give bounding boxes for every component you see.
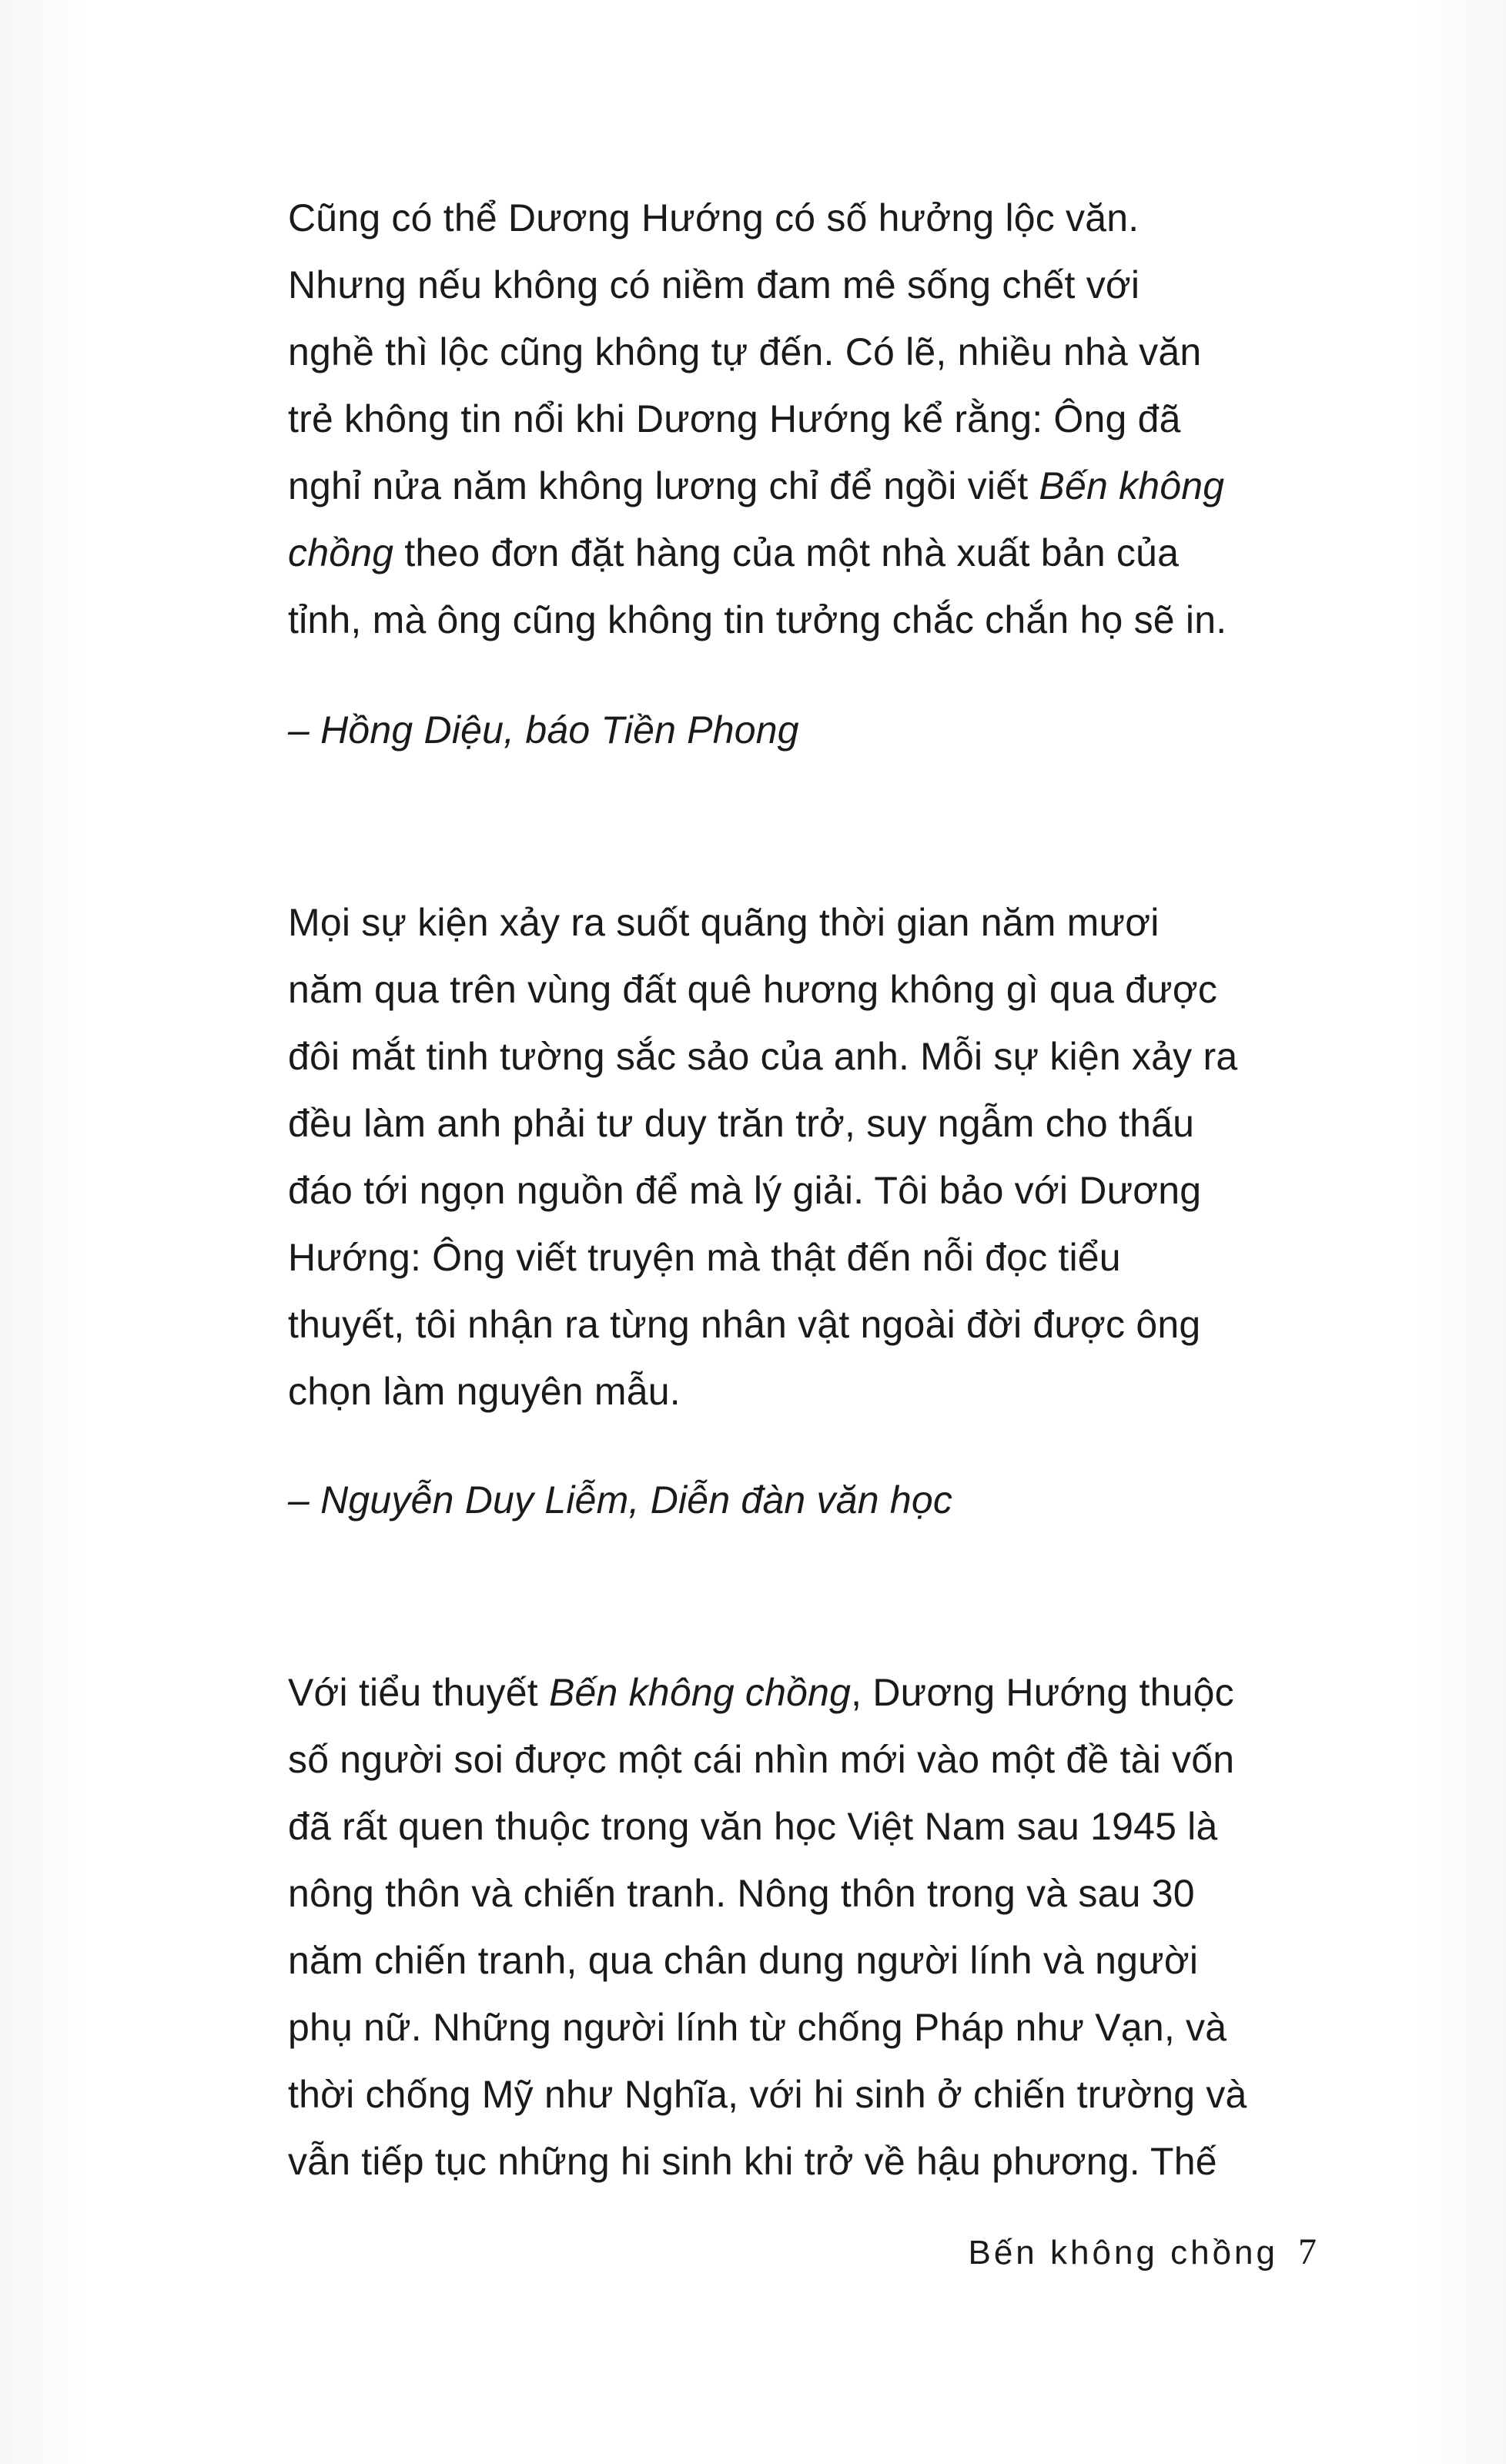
quote-block-1 — [288, 185, 1335, 654]
page-footer — [968, 2225, 1317, 2279]
text-line: Mọi sự kiện xảy ra suốt quãng thời gian năm mươi — [288, 901, 1160, 944]
text-line: tỉnh, mà ông cũng không tin tưởng chắc chắn họ sẽ in. — [288, 598, 1227, 641]
text-line: đáo tới ngọn nguồn để mà lý giải. Tôi bảo với Dương — [288, 1169, 1202, 1212]
text-line: thời chống Mỹ như Nghĩa, với hi sinh ở chiến trường và — [288, 2073, 1247, 2116]
text-line — [288, 520, 1335, 587]
text-fragment: , Dương Hướng thuộc — [851, 1671, 1234, 1714]
text-line — [288, 453, 1335, 520]
attribution-text: – Nguyễn Duy Liễm, Diễn đàn văn học — [288, 1478, 953, 1522]
attribution-text: – Hồng Diệu, báo Tiền Phong — [288, 708, 799, 752]
text-line: đôi mắt tinh tường sắc sảo của anh. Mỗi sự kiện xảy ra — [288, 1035, 1238, 1078]
text-line: nông thôn và chiến tranh. Nông thôn trong và sau 30 — [288, 1872, 1195, 1915]
book-title-italic: Bến không chồng — [548, 1671, 852, 1714]
attribution-1 — [288, 697, 1335, 764]
quote-block-3 — [288, 1659, 1335, 2195]
text-fragment: theo đơn đặt hàng của một nhà xuất bản của — [393, 531, 1180, 574]
text-line: Cũng có thể Dương Hướng có số hưởng lộc văn. — [288, 196, 1140, 239]
page-number: 7 — [1298, 2231, 1317, 2272]
text-line: thuyết, tôi nhận ra từng nhân vật ngoài đời được ông — [288, 1303, 1201, 1346]
text-line: năm qua trên vùng đất quê hương không gì qua được — [288, 968, 1218, 1011]
quote-block-2 — [288, 889, 1335, 1425]
text-line: nghề thì lộc cũng không tự đến. Có lẽ, nhiều nhà văn — [288, 330, 1202, 373]
text-line: Nhưng nếu không có niềm đam mê sống chết với — [288, 263, 1140, 306]
text-line: đã rất quen thuộc trong văn học Việt Nam sau 1945 là — [288, 1805, 1218, 1848]
text-line: năm chiến tranh, qua chân dung người lính và người — [288, 1939, 1199, 1982]
running-book-title: Bến không chồng — [968, 2234, 1278, 2272]
text-line — [288, 1659, 1335, 1726]
text-line: phụ nữ. Những người lính từ chống Pháp như Vạn, và — [288, 2006, 1227, 2049]
text-line: vẫn tiếp tục những hi sinh khi trở về hậu phương. Thế — [288, 2140, 1217, 2183]
attribution-2 — [288, 1467, 1335, 1534]
text-line: trẻ không tin nổi khi Dương Hướng kể rằng: Ông đã — [288, 397, 1181, 440]
text-line: số người soi được một cái nhìn mới vào một đề tài vốn — [288, 1738, 1235, 1781]
text-line: Hướng: Ông viết truyện mà thật đến nỗi đọc tiểu — [288, 1236, 1121, 1279]
book-title-italic: chồng — [288, 531, 394, 574]
text-fragment: nghỉ nửa năm không lương chỉ để ngồi viết — [288, 464, 1039, 507]
text-line: đều làm anh phải tư duy trăn trở, suy ngẫm cho thấu — [288, 1102, 1195, 1145]
text-fragment: Với tiểu thuyết — [288, 1671, 549, 1714]
text-line: chọn làm nguyên mẫu. — [288, 1370, 681, 1413]
book-title-italic: Bến không — [1039, 464, 1225, 507]
